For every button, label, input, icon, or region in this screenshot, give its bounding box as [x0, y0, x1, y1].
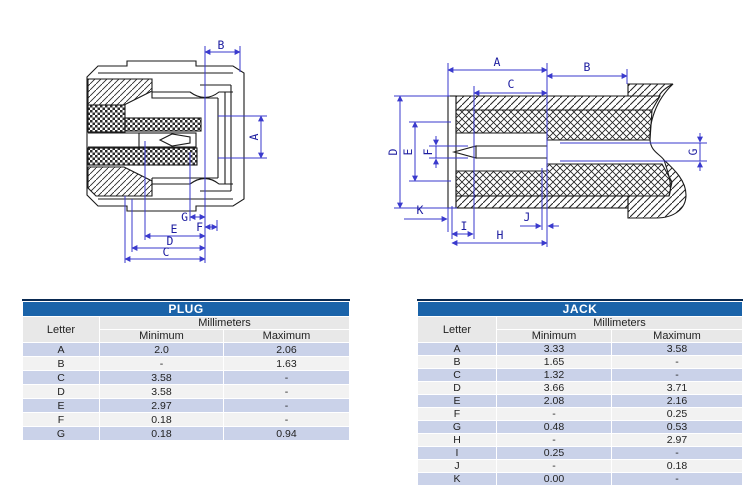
cell-maximum: 0.53 — [612, 421, 742, 433]
cell-letter: D — [23, 385, 99, 398]
jack-label-a: A — [493, 55, 501, 69]
jack-label-c: C — [507, 77, 515, 91]
cell-letter: F — [23, 413, 99, 426]
table-row — [418, 421, 742, 433]
jack-braid-bottom — [456, 164, 672, 196]
plug-table — [22, 299, 350, 441]
jack-label-d: D — [386, 148, 400, 156]
jack-label-i: I — [460, 219, 468, 233]
cell-letter: F — [418, 408, 496, 420]
jack-table-title: JACK — [418, 302, 742, 316]
cell-minimum: - — [497, 460, 611, 472]
jack-col-max: Maximum — [612, 330, 742, 342]
table-row — [418, 447, 742, 459]
plug-col-unit: Millimeters — [100, 317, 349, 329]
plug-braid-top — [88, 105, 125, 132]
cell-minimum: 3.58 — [100, 371, 223, 384]
cell-maximum: - — [612, 369, 742, 381]
cell-minimum: 0.00 — [497, 473, 611, 485]
cell-maximum: 0.94 — [224, 427, 349, 440]
cell-maximum: 0.18 — [612, 460, 742, 472]
cell-letter: I — [418, 447, 496, 459]
jack-label-j: J — [523, 210, 531, 224]
plug-label-c: C — [162, 245, 170, 259]
plug-label-b: B — [217, 38, 225, 52]
cell-minimum: 2.97 — [100, 399, 223, 412]
jack-label-h: H — [496, 228, 504, 242]
jack-sleeve-top — [456, 96, 660, 110]
cell-letter: D — [418, 382, 496, 394]
cell-letter: K — [418, 473, 496, 485]
cell-letter: J — [418, 460, 496, 472]
table-row — [418, 369, 742, 381]
cell-minimum: 0.18 — [100, 413, 223, 426]
table-row — [418, 460, 742, 472]
cell-letter: B — [23, 357, 99, 370]
jack-body-drawing — [448, 84, 686, 218]
plug-table-title: PLUG — [23, 302, 349, 316]
plug-braid-bottom — [88, 148, 197, 165]
jack-label-e: E — [401, 148, 415, 156]
table-row — [418, 473, 742, 485]
cell-maximum: 0.25 — [612, 408, 742, 420]
table-row — [418, 382, 742, 394]
cell-minimum: 0.18 — [100, 427, 223, 440]
plug-label-a: A — [247, 133, 261, 141]
cell-maximum: 2.06 — [224, 343, 349, 356]
cell-letter: G — [23, 427, 99, 440]
cell-maximum: - — [224, 371, 349, 384]
cell-letter: E — [418, 395, 496, 407]
jack-col-unit: Millimeters — [497, 317, 742, 329]
table-row — [23, 399, 349, 412]
jack-jacket-top — [628, 84, 673, 96]
plug-body-drawing — [87, 61, 244, 211]
table-row — [23, 371, 349, 384]
plug-col-letter: Letter — [23, 317, 99, 342]
cell-maximum: - — [612, 356, 742, 368]
table-row — [418, 356, 742, 368]
cell-minimum: - — [497, 408, 611, 420]
jack-table — [417, 299, 743, 486]
cell-letter: A — [23, 343, 99, 356]
jack-label-f: F — [421, 148, 435, 156]
cell-letter: C — [418, 369, 496, 381]
cell-maximum: - — [612, 447, 742, 459]
jack-col-min: Minimum — [497, 330, 611, 342]
table-row — [418, 343, 742, 355]
table-row — [23, 343, 349, 356]
cell-maximum: - — [224, 413, 349, 426]
cell-minimum: 0.48 — [497, 421, 611, 433]
jack-label-g: G — [686, 148, 700, 156]
table-row — [418, 434, 742, 446]
plug-label-f: F — [196, 220, 203, 234]
cell-letter: E — [23, 399, 99, 412]
plug-label-e: E — [170, 222, 178, 236]
cell-maximum: - — [612, 473, 742, 485]
cell-maximum: - — [224, 399, 349, 412]
plug-label-d: D — [166, 234, 174, 248]
table-row — [418, 408, 742, 420]
cell-maximum: - — [224, 385, 349, 398]
plug-col-max: Maximum — [224, 330, 349, 342]
cell-minimum: 3.58 — [100, 385, 223, 398]
cell-letter: A — [418, 343, 496, 355]
cell-maximum: 2.97 — [612, 434, 742, 446]
plug-diagram — [60, 35, 340, 270]
cell-maximum: 1.63 — [224, 357, 349, 370]
table-row — [23, 427, 349, 440]
table-row — [23, 357, 349, 370]
cell-letter: H — [418, 434, 496, 446]
jack-braid-top — [456, 110, 652, 140]
cell-minimum: 3.33 — [497, 343, 611, 355]
cell-minimum: - — [100, 357, 223, 370]
cell-letter: C — [23, 371, 99, 384]
cell-minimum: 3.66 — [497, 382, 611, 394]
table-row — [23, 413, 349, 426]
cell-minimum: - — [497, 434, 611, 446]
cell-minimum: 2.0 — [100, 343, 223, 356]
cell-maximum: 3.71 — [612, 382, 742, 394]
cell-letter: B — [418, 356, 496, 368]
table-row — [23, 385, 349, 398]
cell-maximum: 3.58 — [612, 343, 742, 355]
cell-minimum: 2.08 — [497, 395, 611, 407]
cell-letter: G — [418, 421, 496, 433]
jack-label-b: B — [583, 60, 591, 74]
plug-col-min: Minimum — [100, 330, 223, 342]
plug-label-g: G — [181, 210, 188, 224]
cell-minimum: 0.25 — [497, 447, 611, 459]
cell-maximum: 2.16 — [612, 395, 742, 407]
cell-minimum: 1.32 — [497, 369, 611, 381]
jack-diagram — [385, 55, 715, 250]
jack-center-pin — [454, 146, 476, 158]
cell-minimum: 1.65 — [497, 356, 611, 368]
table-row — [418, 395, 742, 407]
jack-label-k: K — [416, 203, 424, 217]
jack-col-letter: Letter — [418, 317, 496, 342]
